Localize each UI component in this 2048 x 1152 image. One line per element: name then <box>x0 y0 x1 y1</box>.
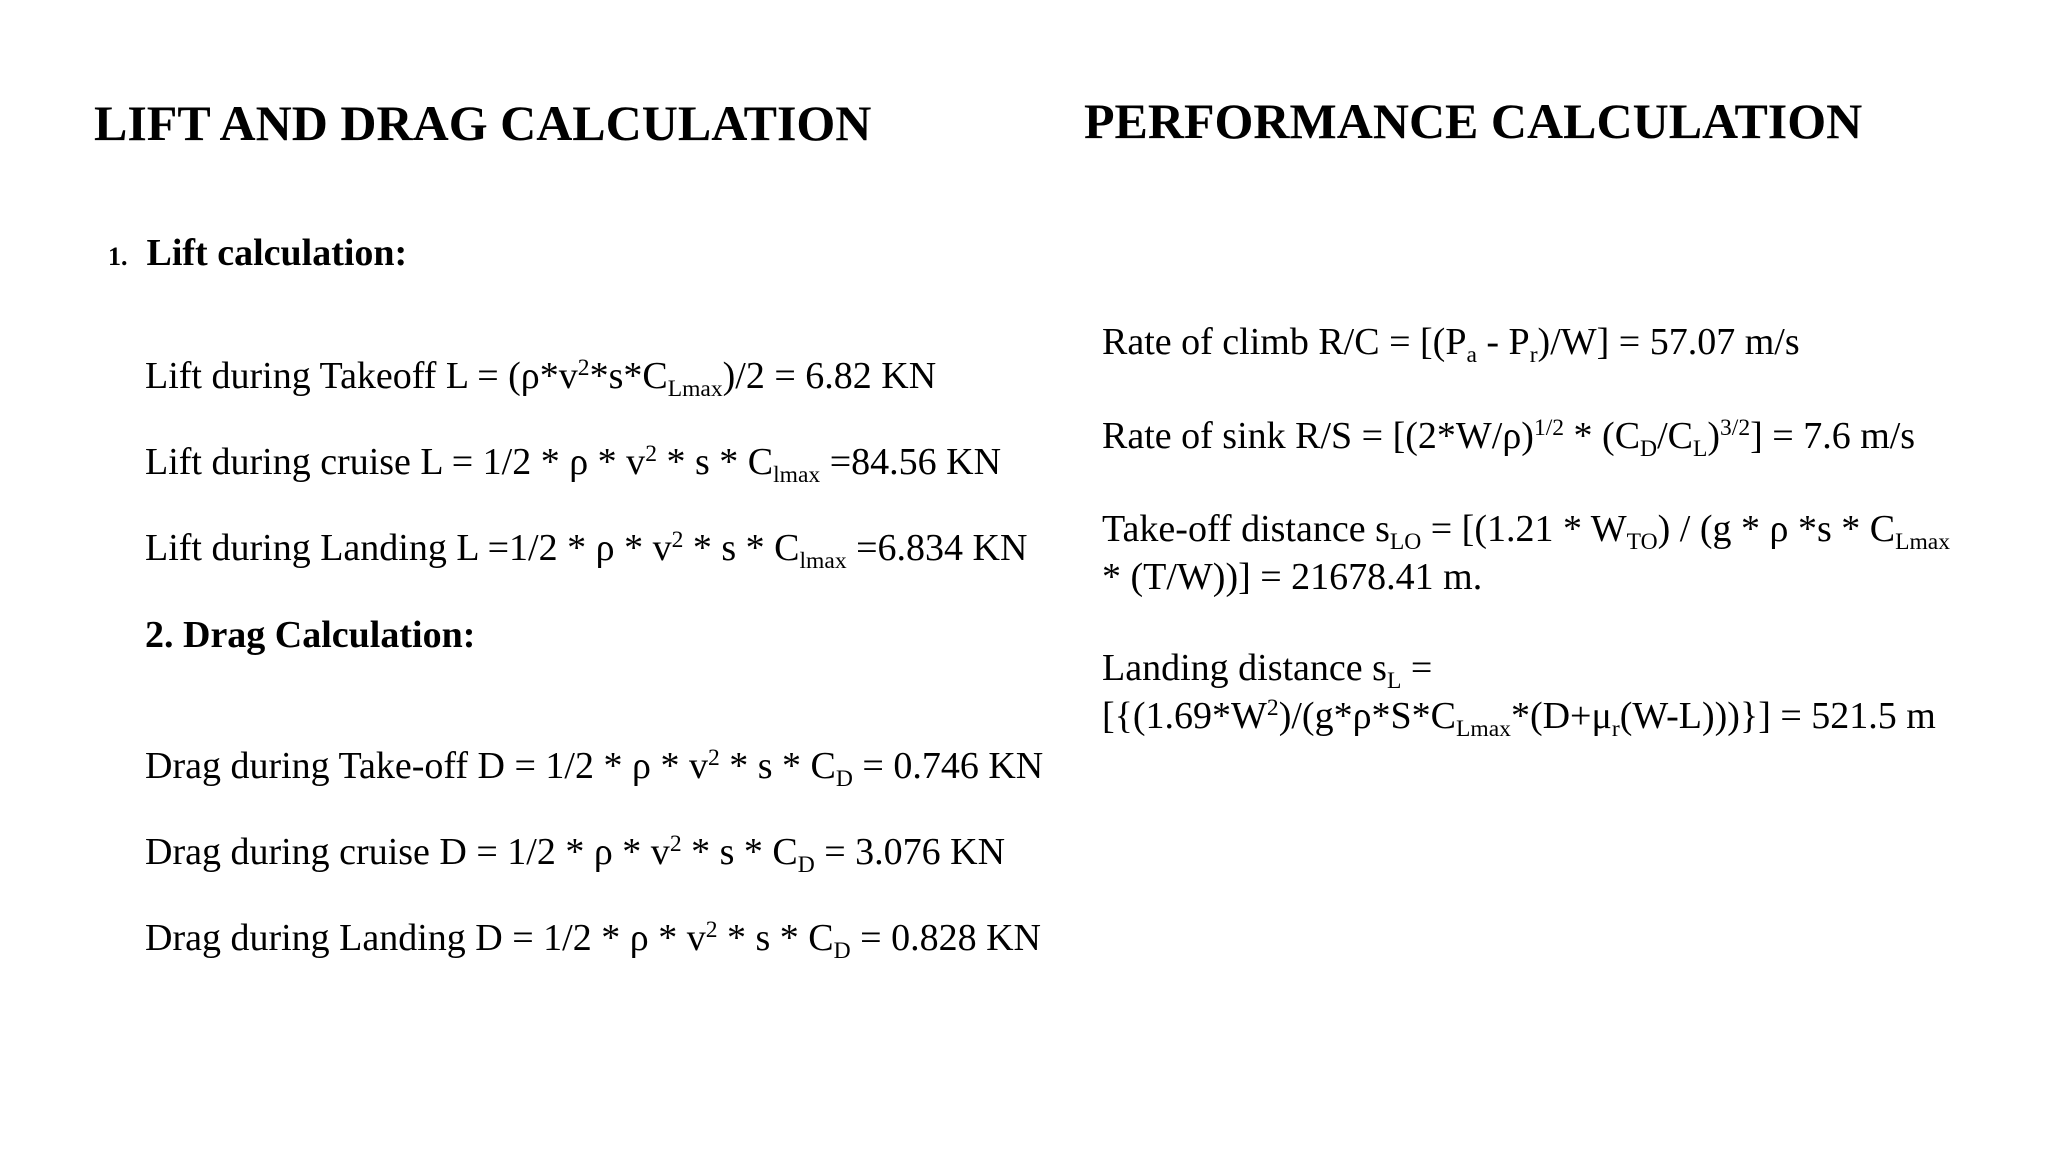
drag-takeoff-formula <box>145 743 1043 791</box>
text-part: - P <box>1476 321 1530 363</box>
text-part: Rate of sink R/S = [(2*W/ρ) <box>1102 415 1534 457</box>
superscript: 2 <box>707 745 720 772</box>
superscript: 2 <box>671 527 684 554</box>
text-part: (W-L)))}] = 521.5 m <box>1619 694 1936 737</box>
text-part: ) <box>1707 415 1721 457</box>
subscript: L <box>1386 668 1402 695</box>
text-part: = [(1.21 * W <box>1421 508 1627 550</box>
text-part: = <box>1401 647 1433 689</box>
text-part: Take-off distance s <box>1102 508 1390 550</box>
subscript: lmax <box>773 462 821 489</box>
text-part: * (T/W))] = 21678.41 m. <box>1102 555 1483 598</box>
text-part: * s * C <box>681 831 798 873</box>
text-part: Drag during Landing D = 1/2 * ρ * v <box>145 917 706 959</box>
subscript: L <box>1692 436 1708 463</box>
superscript: 1/2 <box>1533 415 1565 442</box>
text-part: * s * C <box>717 917 834 959</box>
subscript: D <box>797 852 815 879</box>
text-part: * (C <box>1564 415 1641 457</box>
subscript: a <box>1466 342 1477 369</box>
drag-cruise-formula <box>145 829 1005 877</box>
subscript: D <box>835 766 853 793</box>
lift-calculation-heading <box>108 230 407 278</box>
subscript: D <box>1640 436 1658 463</box>
lift-cruise-formula <box>145 439 1001 487</box>
landing-distance-formula <box>1102 645 1936 740</box>
superscript: 2 <box>1266 694 1279 721</box>
text-part: =84.56 KN <box>820 441 1002 483</box>
text-part: )/(g*ρ*S*C <box>1278 694 1457 737</box>
lift-landing-formula <box>145 525 1027 573</box>
superscript: 2 <box>645 441 657 468</box>
lift-heading-number: 1. <box>108 242 128 271</box>
text-part: = 3.076 KN <box>814 831 1006 873</box>
subscript: r <box>1529 342 1538 369</box>
lift-takeoff-formula <box>145 353 936 401</box>
subscript: lmax <box>799 548 847 575</box>
superscript: 2 <box>705 917 718 944</box>
text-part: * s * C <box>719 745 836 787</box>
takeoff-distance-formula <box>1102 506 2002 601</box>
text-part: ] = 7.6 m/s <box>1750 415 1916 457</box>
lift-drag-title: LIFT AND DRAG CALCULATION <box>94 95 872 151</box>
text-part: = 0.828 KN <box>850 917 1041 959</box>
subscript: D <box>833 938 851 965</box>
text-part: *s*C <box>589 355 668 397</box>
superscript: 2 <box>669 831 682 858</box>
subscript: Lmax <box>1456 715 1511 742</box>
text-part: Lift during Landing L =1/2 * ρ * v <box>145 527 672 569</box>
text-part: Drag during Take-off D = 1/2 * ρ * v <box>145 745 708 787</box>
text-part: )/W] = 57.07 m/s <box>1537 321 1800 363</box>
text-part: ) / (g * ρ *s * C <box>1657 508 1896 550</box>
text-part: Landing distance s <box>1102 647 1387 689</box>
drag-calculation-heading: 2. Drag Calculation: <box>145 614 476 656</box>
subscript: TO <box>1626 529 1658 556</box>
subscript: Lmax <box>667 376 723 403</box>
subscript: Lmax <box>1895 529 1951 556</box>
text-part: /C <box>1657 415 1693 457</box>
text-part: * s * C <box>683 527 800 569</box>
text-part: Lift during Takeoff L = (ρ*v <box>145 355 578 397</box>
text-part: )/2 = 6.82 KN <box>722 355 937 397</box>
text-part: [{(1.69*W <box>1102 694 1267 737</box>
text-part: = 0.746 KN <box>852 745 1044 787</box>
subscript: r <box>1611 715 1620 742</box>
text-part: =6.834 KN <box>846 527 1028 569</box>
drag-landing-formula <box>145 915 1041 963</box>
lift-heading-text: Lift calculation: <box>146 232 408 274</box>
rate-of-climb-formula <box>1102 319 1800 367</box>
text-part: Drag during cruise D = 1/2 * ρ * v <box>145 831 670 873</box>
performance-title: PERFORMANCE CALCULATION <box>1084 93 1863 149</box>
subscript: LO <box>1389 529 1422 556</box>
text-part: * s * C <box>656 441 774 483</box>
text-part: Lift during cruise L = 1/2 * ρ * v <box>145 441 646 483</box>
superscript: 3/2 <box>1720 415 1751 442</box>
rate-of-sink-formula <box>1102 413 1915 461</box>
text-part: *(D+μ <box>1510 694 1612 737</box>
superscript: 2 <box>577 355 590 382</box>
text-part: Rate of climb R/C = [(P <box>1102 321 1467 363</box>
